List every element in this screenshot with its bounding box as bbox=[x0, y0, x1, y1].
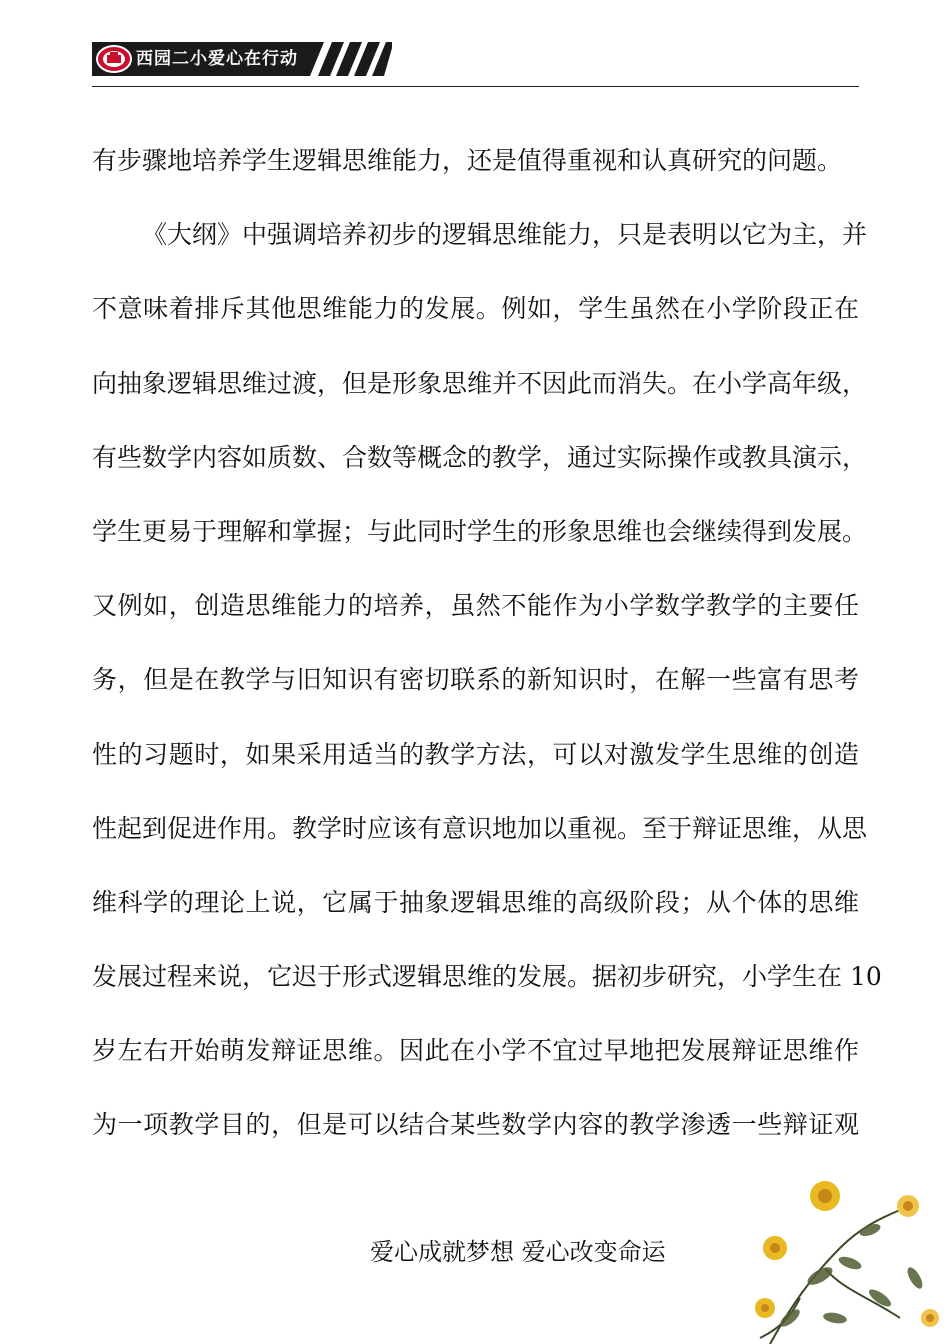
header-banner bbox=[92, 42, 392, 76]
text-line: 岁左右开始萌发辩证思维。因此在小学不宜过早地把发展辩证思维作 bbox=[92, 1036, 859, 1066]
text-line: 发展过程来说，它迟于形式逻辑思维的发展。据初步研究，小学生在 10 bbox=[92, 962, 882, 992]
text-line: 《大纲》中强调培养初步的逻辑思维能力，只是表明以它为主，并 bbox=[142, 220, 868, 250]
text-line: 向抽象逻辑思维过渡，但是形象思维并不因此而消失。在小学高年级， bbox=[92, 368, 868, 398]
text-line: 又例如，创造思维能力的培养，虽然不能作为小学数学教学的主要任 bbox=[92, 591, 859, 621]
text-line: 不意味着排斥其他思维能力的发展。例如，学生虽然在小学阶段正在 bbox=[92, 294, 859, 324]
header-divider bbox=[92, 86, 859, 87]
header-title: 西园二小爱心在行动 bbox=[136, 49, 298, 69]
footer-motto: 爱心成就梦想 爱心改变命运 bbox=[370, 1238, 666, 1266]
text-line: 性起到促进作用。教学时应该有意识地加以重视。至于辩证思维，从思 bbox=[92, 813, 868, 843]
text-line: 务，但是在教学与旧知识有密切联系的新知识时，在解一些富有思考 bbox=[92, 665, 859, 695]
text-line: 有些数学内容如质数、合数等概念的教学，通过实际操作或教具演示， bbox=[92, 442, 868, 472]
text-line: 有步骤地培养学生逻辑思维能力，还是值得重视和认真研究的问题。 bbox=[92, 146, 843, 175]
school-emblem-icon bbox=[94, 42, 134, 76]
text-line: 维科学的理论上说，它属于抽象逻辑思维的高级阶段；从个体的思维 bbox=[92, 887, 859, 917]
text-line: 性的习题时，如果采用适当的教学方法，可以对激发学生思维的创造 bbox=[92, 739, 859, 769]
document-body bbox=[92, 124, 882, 1163]
text-line: 学生更易于理解和掌握；与此同时学生的形象思维也会继续得到发展。 bbox=[92, 516, 868, 546]
text-line: 为一项教学目的，但是可以结合某些数学内容的教学渗透一些辩证观 bbox=[92, 1110, 859, 1140]
chrysanthemum-flower-icon bbox=[730, 1168, 950, 1344]
